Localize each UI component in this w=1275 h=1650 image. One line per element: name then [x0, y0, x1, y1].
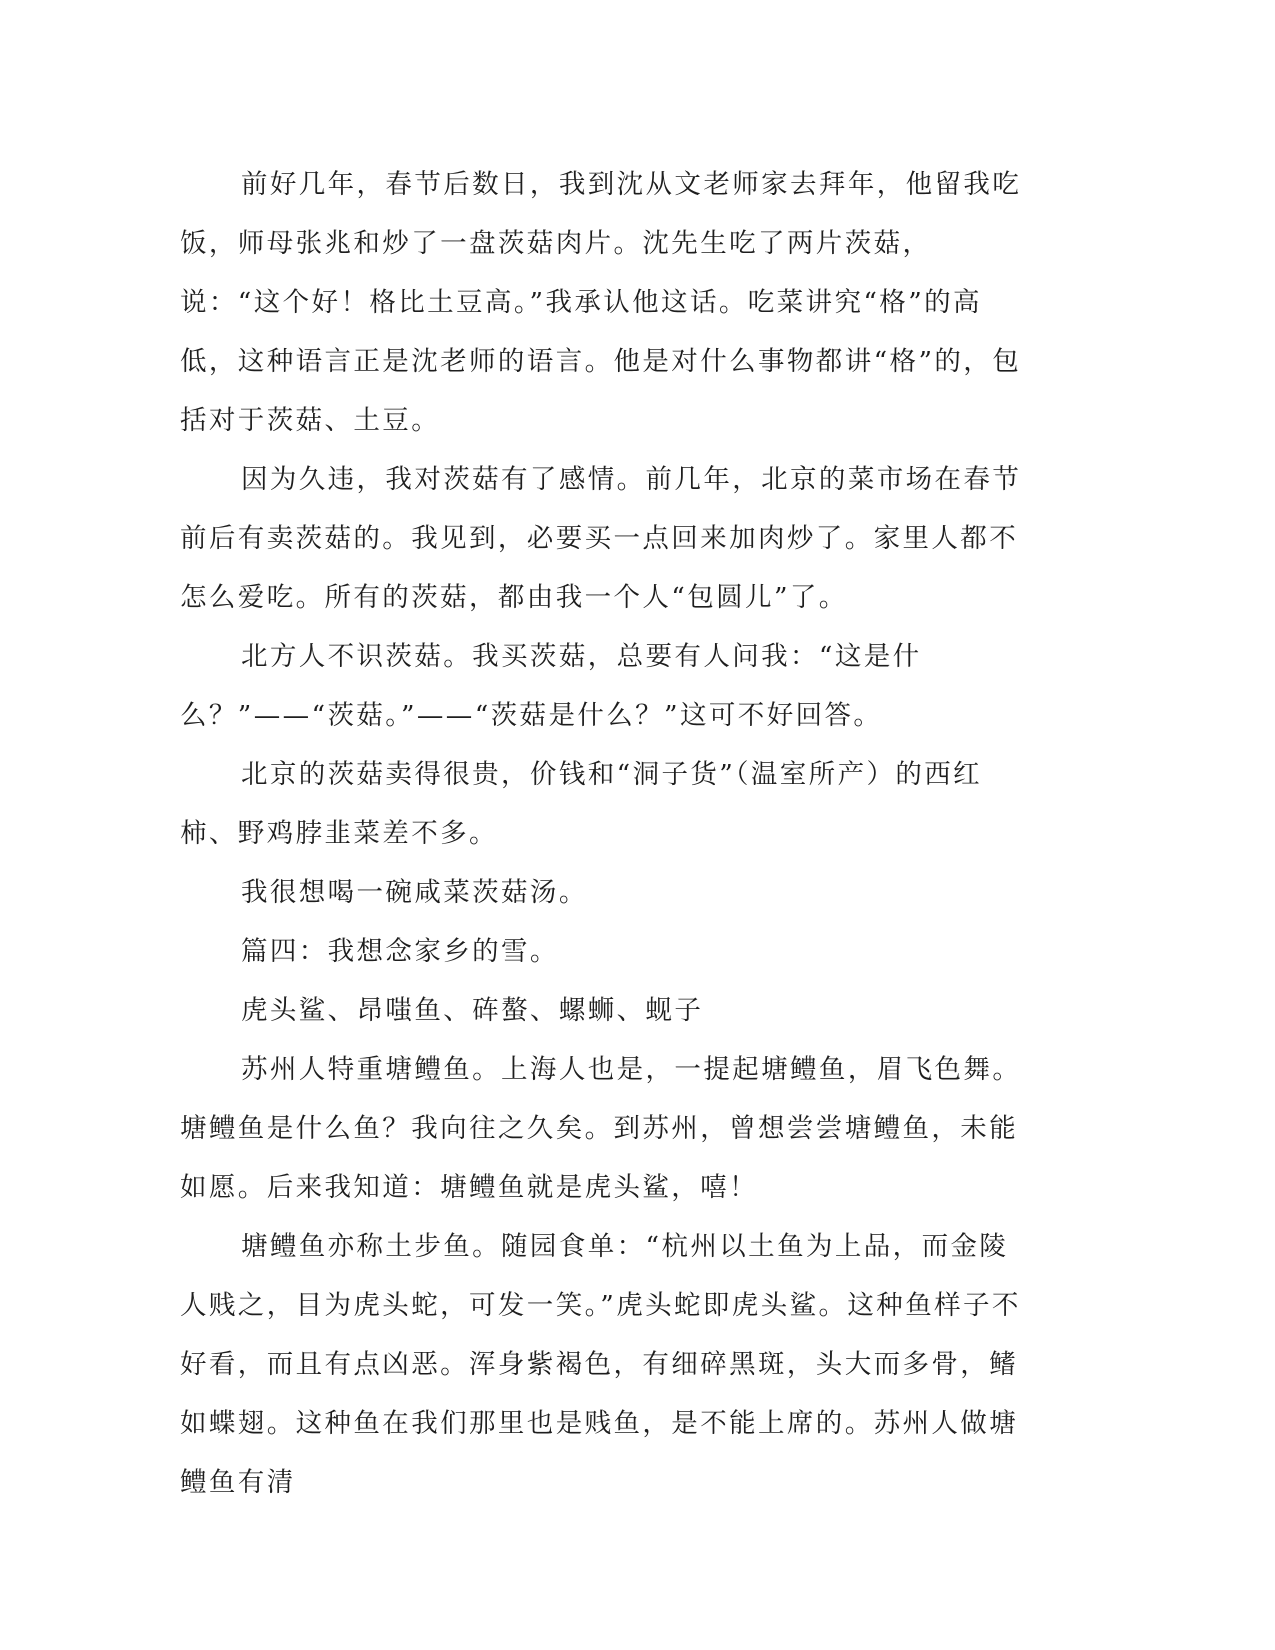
paragraph-9: 塘鳢鱼亦称土步鱼。随园食单：“杭州以土鱼为上品，而金陵人贱之，目为虎头蛇，可发一笑。”虎头蛇即虎头鲨。这种鱼样子不好看，而且有点凶恶。浑身紫褐色，有细碎黑斑，头大而多骨，鳍如蝶翅。这种鱼在我们那里也是贱鱼，是不能上席的。苏州人做塘鳢鱼有清	[180, 1231, 1021, 1498]
paragraph-6: 篇四：我想念家乡的雪。	[240, 936, 559, 967]
paragraph-7: 虎头鲨、昂嗤鱼、砗螯、螺蛳、蚬子	[240, 995, 704, 1026]
paragraph-4: 北京的茨菇卖得很贵，价钱和“洞子货”（温室所产）的西红柿、野鸡脖韭菜差不多。	[180, 759, 983, 849]
paragraph-3: 北方人不识茨菇。我买茨菇，总要有人问我：“这是什么？”——“茨菇。”——“茨菇是什么？”这可不好回答。	[180, 641, 922, 731]
paragraph-8: 苏州人特重塘鳢鱼。上海人也是，一提起塘鳢鱼，眉飞色舞。塘鳢鱼是什么鱼？我向往之久矣。到苏州，曾想尝尝塘鳢鱼，未能如愿。后来我知道：塘鳢鱼就是虎头鲨，嘻！	[180, 1054, 1022, 1203]
paragraph-5: 我很想喝一碗咸菜茨菇汤。	[240, 877, 588, 908]
paragraph-1: 前好几年，春节后数日，我到沈从文老师家去拜年，他留我吃饭，师母张兆和炒了一盘茨菇肉片。沈先生吃了两片茨菇，说：“这个好！格比土豆高。”我承认他这话。吃菜讲究“格”的高低，这种语言正是沈老师的语言。他是对什么事物都讲“格”的，包括对于茨菇、土豆。	[180, 169, 1022, 436]
paragraph-2: 因为久违，我对茨菇有了感情。前几年，北京的菜市场在春节前后有卖茨菇的。我见到，必要买一点回来加肉炒了。家里人都不怎么爱吃。所有的茨菇，都由我一个人“包圆儿”了。	[180, 464, 1022, 613]
document-body	[180, 155, 1030, 1512]
